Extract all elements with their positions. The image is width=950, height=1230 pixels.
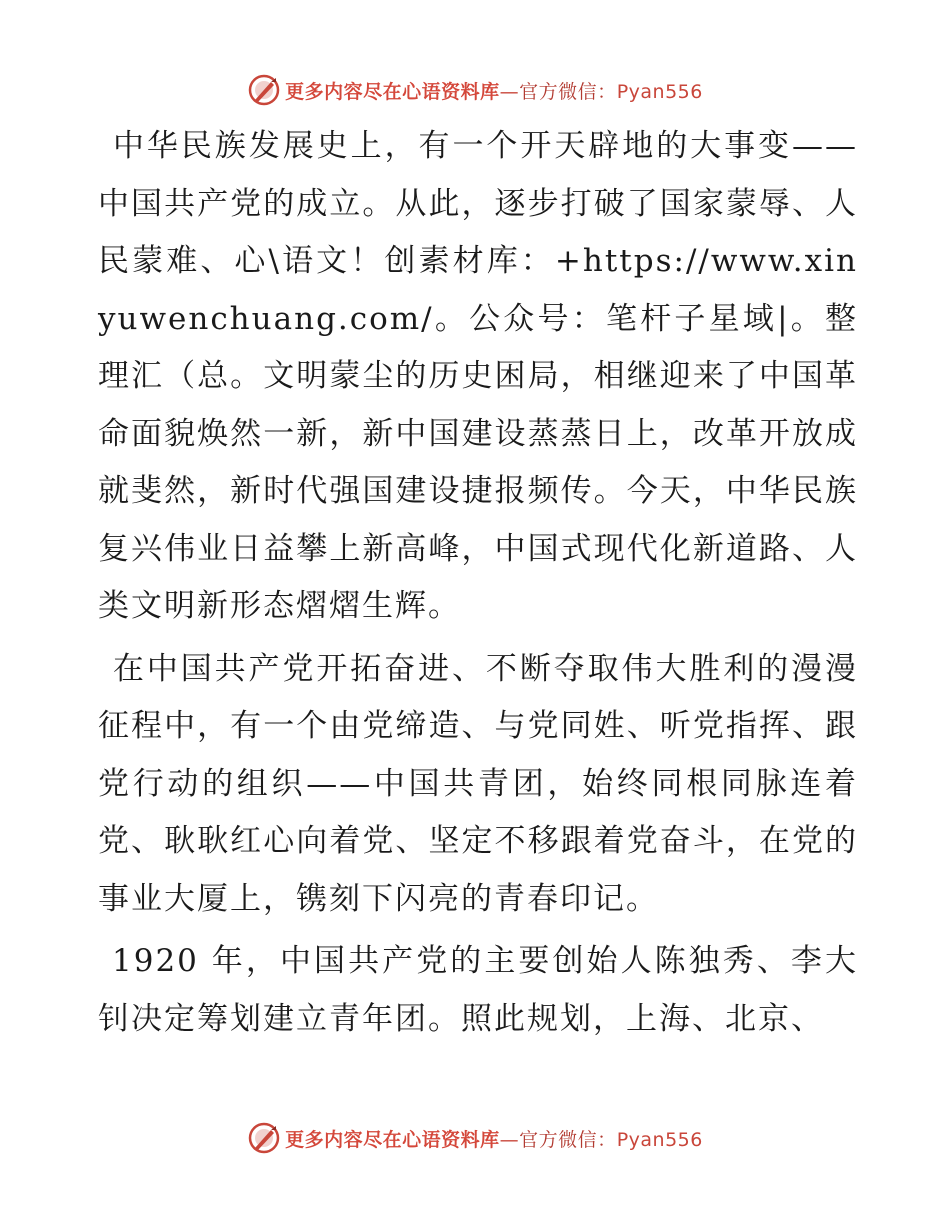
paragraph-2: 在中国共产党开拓奋进、不断夺取伟大胜利的漫漫征程中，有一个由党缔造、与党同姓、听党指挥、跟党行动的组织——中国共青团，始终同根同脉连着党、耿耿红心向着党、坚定不移跟着党奋斗，在党的事业大厦上，镌刻下闪亮的青春印记。 <box>98 650 858 917</box>
watermark-text: 更多内容尽在心语资料库—官方微信：Pyan556 <box>285 80 703 103</box>
watermark-text: 更多内容尽在心语资料库—官方微信：Pyan556 <box>285 1128 703 1151</box>
quill-logo-icon <box>247 1121 281 1155</box>
document-body <box>98 118 858 1053</box>
paragraph-3: 1920 年，中国共产党的主要创始人陈独秀、李大钊决定筹划建立青年团。照此规划，上海、北京、 <box>98 943 858 1037</box>
footer-watermark-banner <box>0 1118 950 1158</box>
header-watermark-banner <box>0 70 950 110</box>
paragraph-1: 中华民族发展史上，有一个开天辟地的大事变——中国共产党的成立。从此，逐步打破了国家蒙辱、人民蒙难、心\语文！创素材库：+https://www.xinyuwenchuang.com/。公众号：笔杆子星域|。整理汇（总。文明蒙尘的历史困局，相继迎来了中国革命面貌焕然一新，新中国建设蒸蒸日上，改革开放成就斐然，新时代强国建设捷报频传。今天，中华民族复兴伟业日益攀上新高峰，中国式现代化新道路、人类文明新形态熠熠生辉。 <box>98 128 858 624</box>
quill-logo-icon <box>247 73 281 107</box>
